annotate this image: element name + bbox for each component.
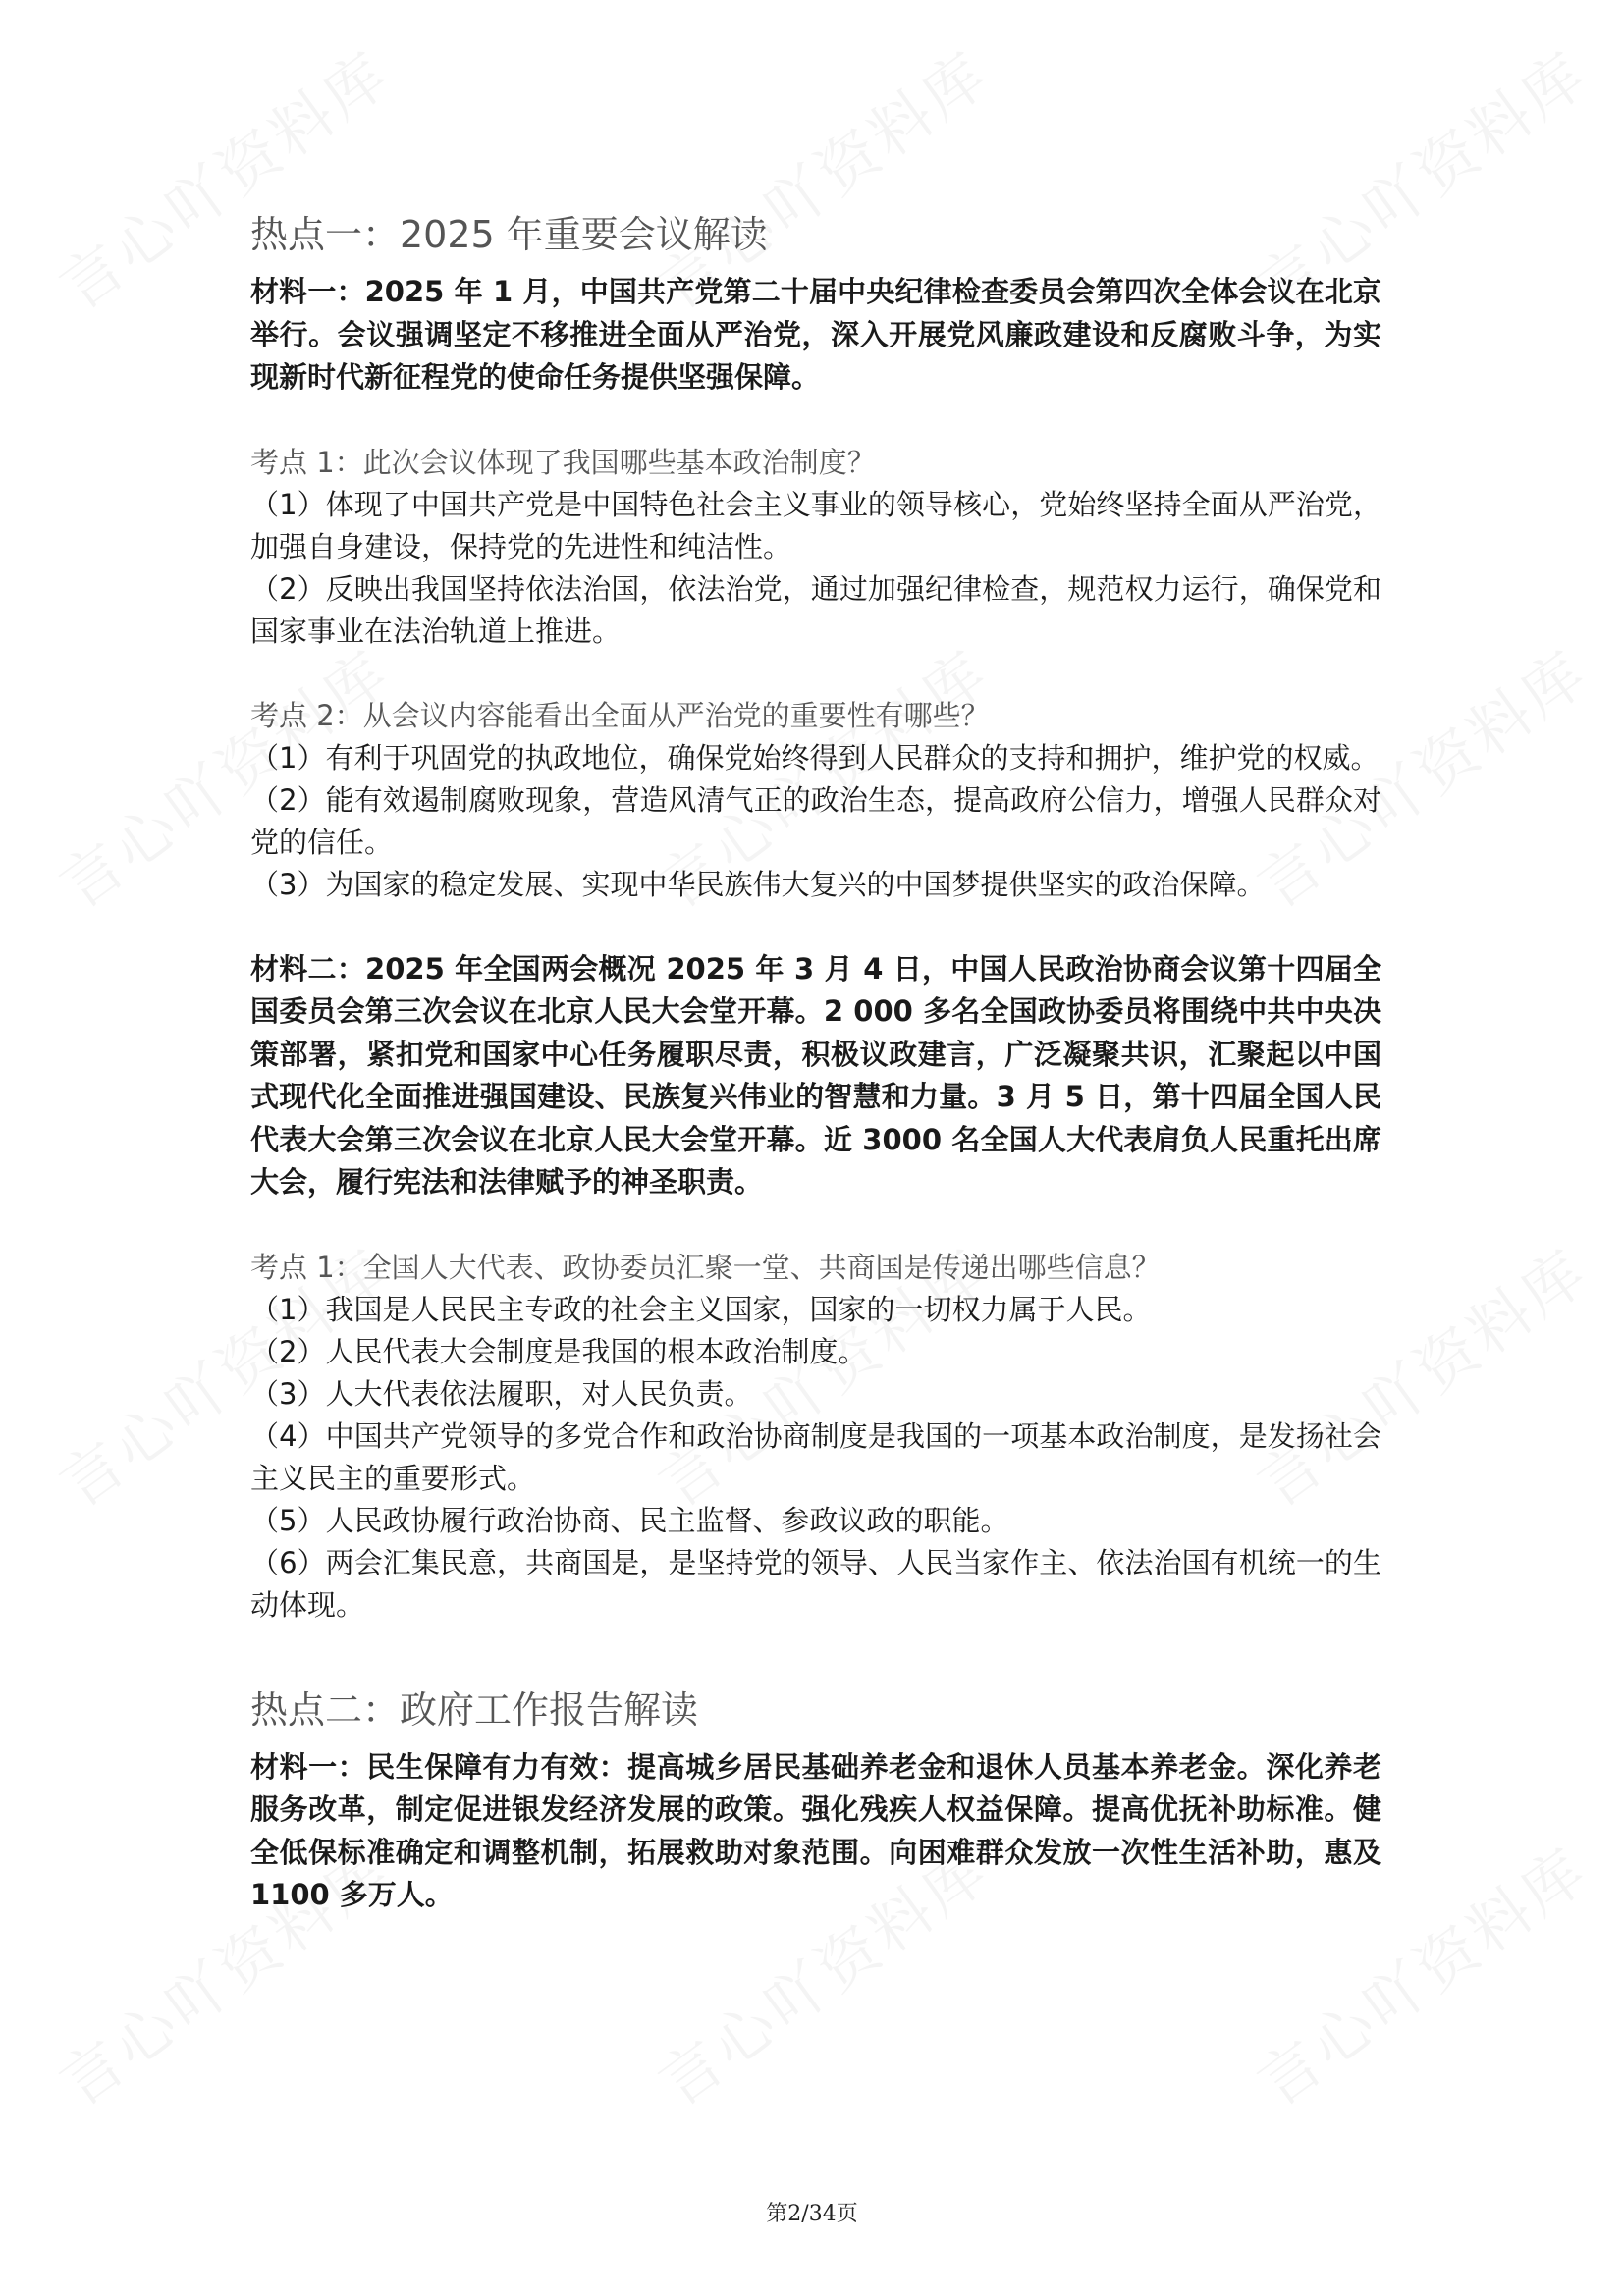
section-title: 热点二：政府工作报告解读 [250, 1687, 699, 1732]
exam-point-question: 考点 2：从会议内容能看出全面从严治党的重要性有哪些？ [250, 698, 990, 732]
exam-point-question: 考点 1：此次会议体现了我国哪些基本政治制度？ [250, 445, 876, 479]
answer-item: （6）两会汇集民意，共商国是，是坚持党的领导、人民当家作主、依法治国有机统一的生动体现。 [250, 1545, 1381, 1622]
exam-point [250, 695, 1381, 906]
answer-item: （1）有利于巩固党的执政地位，确保党始终得到人民群众的支持和拥护，维护党的权威。 [250, 740, 1380, 774]
answer-item: （2）反映出我国坚持依法治国，依法治党，通过加强纪律检查，规范权力运行，确保党和国家事业在法治轨道上推进。 [250, 571, 1381, 648]
spacer [250, 400, 1381, 442]
material-paragraph: 材料二：2025 年全国两会概况 2025 年 3 月 4 日，中国人民政治协商会议第十四届全国委员会第三次会议在北京人民大会堂开幕。2 000 多名全国政协委员将围绕中共中央决策部署，紧扣党和国家中心任务履职尽责，积极议政建言，广泛凝聚共识，汇聚起以中国式现代化全面推进强国建设、民族复兴伟业的智慧和力量。3 月 5 日，第十四届全国人民代表大会第三次会议在北京人民大会堂开幕。近 3000 名全国人大代表肩负人民重托出席大会，履行宪法和法律赋予的神圣职责。 [250, 951, 1381, 1199]
answer-item: （3）人大代表依法履职，对人民负责。 [250, 1376, 753, 1411]
spacer [250, 906, 1381, 948]
hotspot-section-1 [250, 208, 1381, 1627]
answer-item: （1）我国是人民民主专政的社会主义国家，国家的一切权力属于人民。 [250, 1292, 1152, 1326]
answer-item: （5）人民政协履行政治协商、民主监督、参政议政的职能。 [250, 1503, 1009, 1537]
hotspot-section-2 [250, 1683, 1381, 1917]
spacer [250, 1627, 1381, 1683]
spacer [250, 1204, 1381, 1247]
material-paragraph: 材料一：民生保障有力有效：提高城乡居民基础养老金和退休人员基本养老金。深化养老服务改革，制定促进银发经济发展的政策。强化残疾人权益保障。提高优抚补助标准。健全低保标准确定和调整机制，拓展救助对象范围。向困难群众发放一次性生活补助，惠及 1100 多万人。 [250, 1749, 1381, 1911]
material-paragraph: 材料一：2025 年 1 月，中国共产党第二十届中央纪律检查委员会第四次全体会议在北京举行。会议强调坚定不移推进全面从严治党，深入开展党风廉政建设和反腐败斗争，为实现新时代新征程党的使命任务提供坚强保障。 [250, 275, 1381, 394]
spacer [250, 653, 1381, 695]
exam-point-question: 考点 1：全国人大代表、政协委员汇聚一堂、共商国是传递出哪些信息？ [250, 1250, 1161, 1284]
section-title: 热点一：2025 年重要会议解读 [250, 213, 768, 256]
answer-item: （4）中国共产党领导的多党合作和政治协商制度是我国的一项基本政治制度，是发扬社会主义民主的重要形式。 [250, 1418, 1381, 1495]
document-page [250, 208, 1381, 1917]
answer-item: （1）体现了中国共产党是中国特色社会主义事业的领导核心，党始终坚持全面从严治党，加强自身建设，保持党的先进性和纯洁性。 [250, 487, 1381, 563]
exam-point [250, 1247, 1381, 1627]
page-number: 第2/34页 [766, 2202, 858, 2226]
exam-point [250, 442, 1381, 653]
answer-item: （3）为国家的稳定发展、实现中华民族伟大复兴的中国梦提供坚实的政治保障。 [250, 867, 1266, 901]
answer-item: （2）人民代表大会制度是我国的根本政治制度。 [250, 1334, 867, 1368]
answer-item: （2）能有效遏制腐败现象，营造风清气正的政治生态，提高政府公信力，增强人民群众对党的信任。 [250, 782, 1381, 859]
